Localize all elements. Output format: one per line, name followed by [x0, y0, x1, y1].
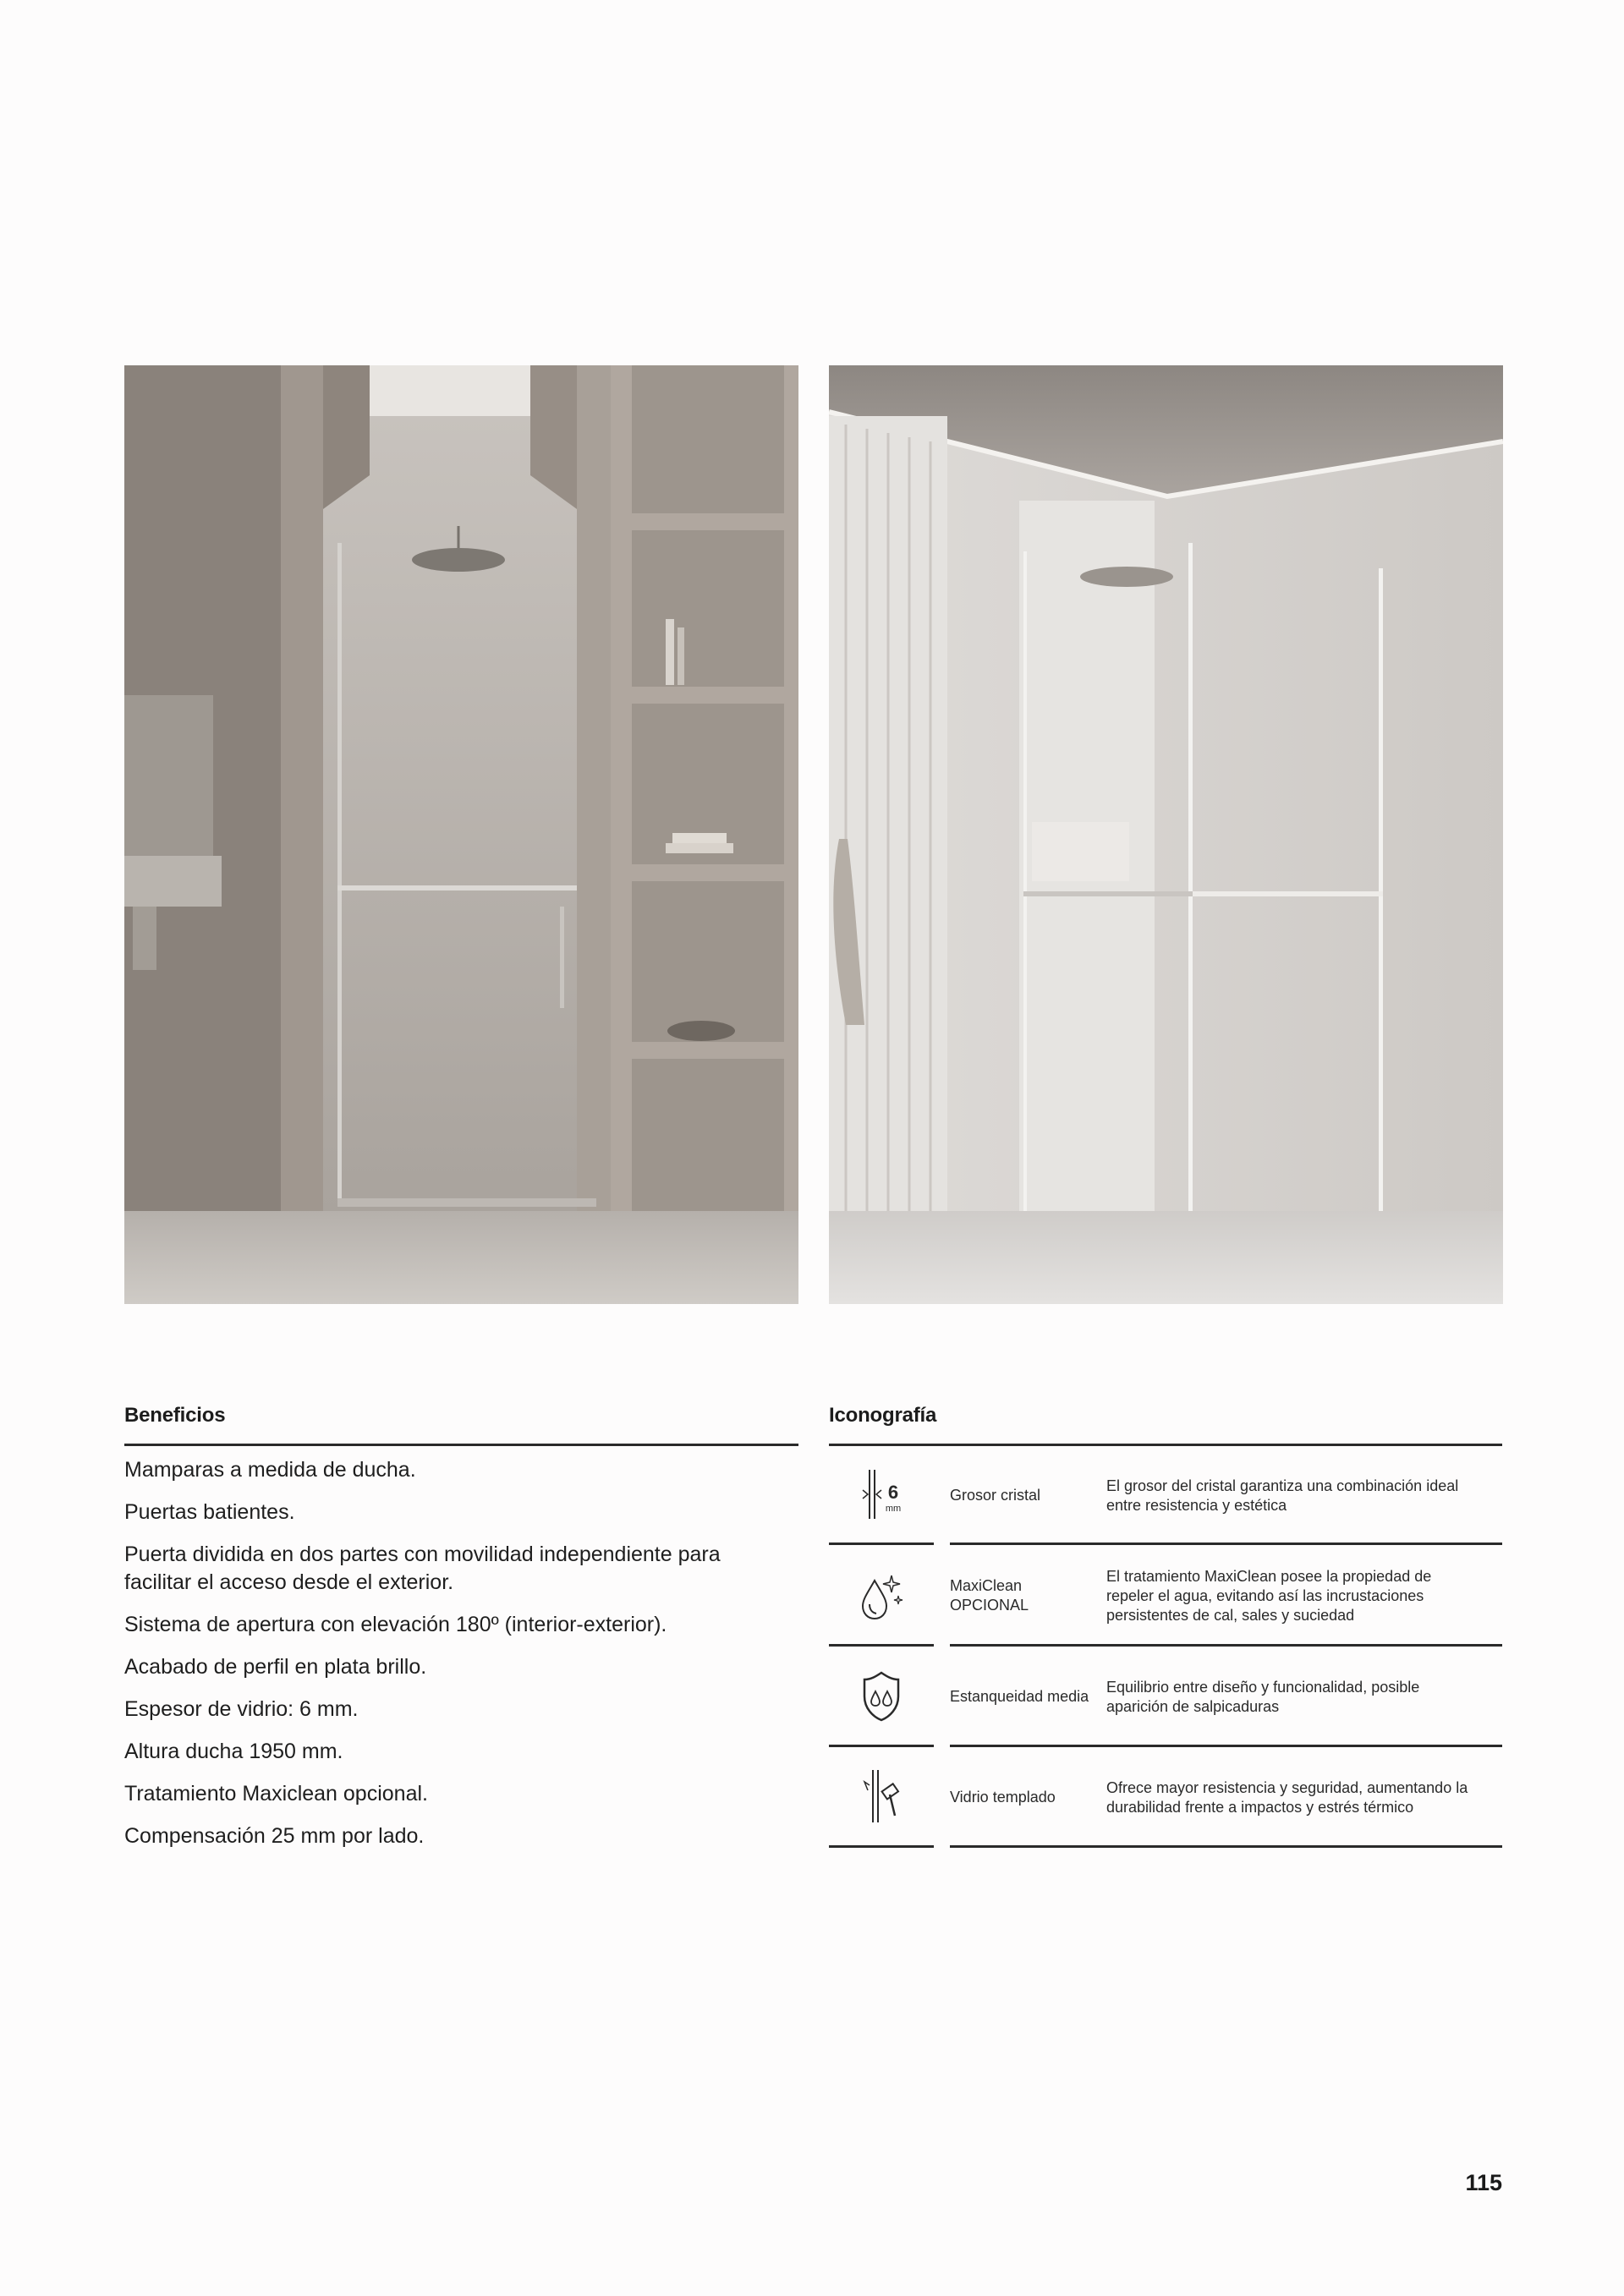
icon-name: Grosor cristal: [950, 1487, 1041, 1504]
icon-description: El tratamiento MaxiClean posee la propiedad de repeler el agua, evitando así las incrustaciones persistentes de cal, sales y suciedad: [1106, 1567, 1432, 1624]
icon-description: Ofrece mayor resistencia y seguridad, aumentando la durabilidad frente a impactos y estrés térmico: [1106, 1778, 1468, 1816]
corner-shower-illustration: [829, 365, 1503, 1304]
water-drop-sparkle-icon: [829, 1545, 934, 1647]
benefit-item: Puertas batientes.: [124, 1500, 295, 1524]
glass-thickness-value: 6: [887, 1482, 899, 1503]
row-divider: [950, 1845, 1502, 1848]
icon-name: Vidrio templado: [950, 1789, 1056, 1806]
iconography-title: Iconografía: [829, 1404, 937, 1427]
tempered-glass-hammer-icon: [829, 1747, 934, 1848]
benefit-item: Espesor de vidrio: 6 mm.: [124, 1697, 359, 1721]
benefit-item: Acabado de perfil en plata brillo.: [124, 1655, 427, 1679]
page-number: 115: [1465, 2170, 1502, 2195]
iconography-row-water-tightness: [829, 1647, 1502, 1747]
iconography-row-glass-thickness: [829, 1446, 1502, 1545]
glass-thickness-icon: [829, 1446, 934, 1545]
benefits-title: Beneficios: [124, 1404, 226, 1427]
icon-name: MaxiClean OPCIONAL: [950, 1577, 1029, 1614]
icon-description: Equilibrio entre diseño y funcionalidad, posible aparición de salpicaduras: [1106, 1678, 1420, 1715]
benefits-divider: [124, 1444, 798, 1446]
benefit-item: Puerta dividida en dos partes con movilidad independiente para facilitar el acceso desde el exterior.: [124, 1543, 721, 1594]
iconography-row-maxiclean: [829, 1545, 1502, 1647]
water-shield-icon: [829, 1647, 934, 1747]
benefit-item: Compensación 25 mm por lado.: [124, 1824, 425, 1848]
iconography-row-tempered-glass: [829, 1747, 1502, 1848]
benefits-list: [124, 1456, 767, 1865]
glass-thickness-unit: mm: [885, 1504, 902, 1514]
icon-name: Estanqueidad media: [950, 1688, 1089, 1705]
benefit-item: Sistema de apertura con elevación 180º (interior-exterior).: [124, 1613, 667, 1636]
benefit-item: Altura ducha 1950 mm.: [124, 1740, 343, 1763]
benefit-item: Tratamiento Maxiclean opcional.: [124, 1782, 428, 1806]
benefit-item: Mamparas a medida de ducha.: [124, 1458, 416, 1482]
shower-photo-left: [124, 365, 798, 1304]
shower-niche-illustration: [124, 365, 798, 1304]
shower-photo-right: [829, 365, 1503, 1304]
icon-description: El grosor del cristal garantiza una combinación ideal entre resistencia y estética: [1106, 1477, 1459, 1514]
